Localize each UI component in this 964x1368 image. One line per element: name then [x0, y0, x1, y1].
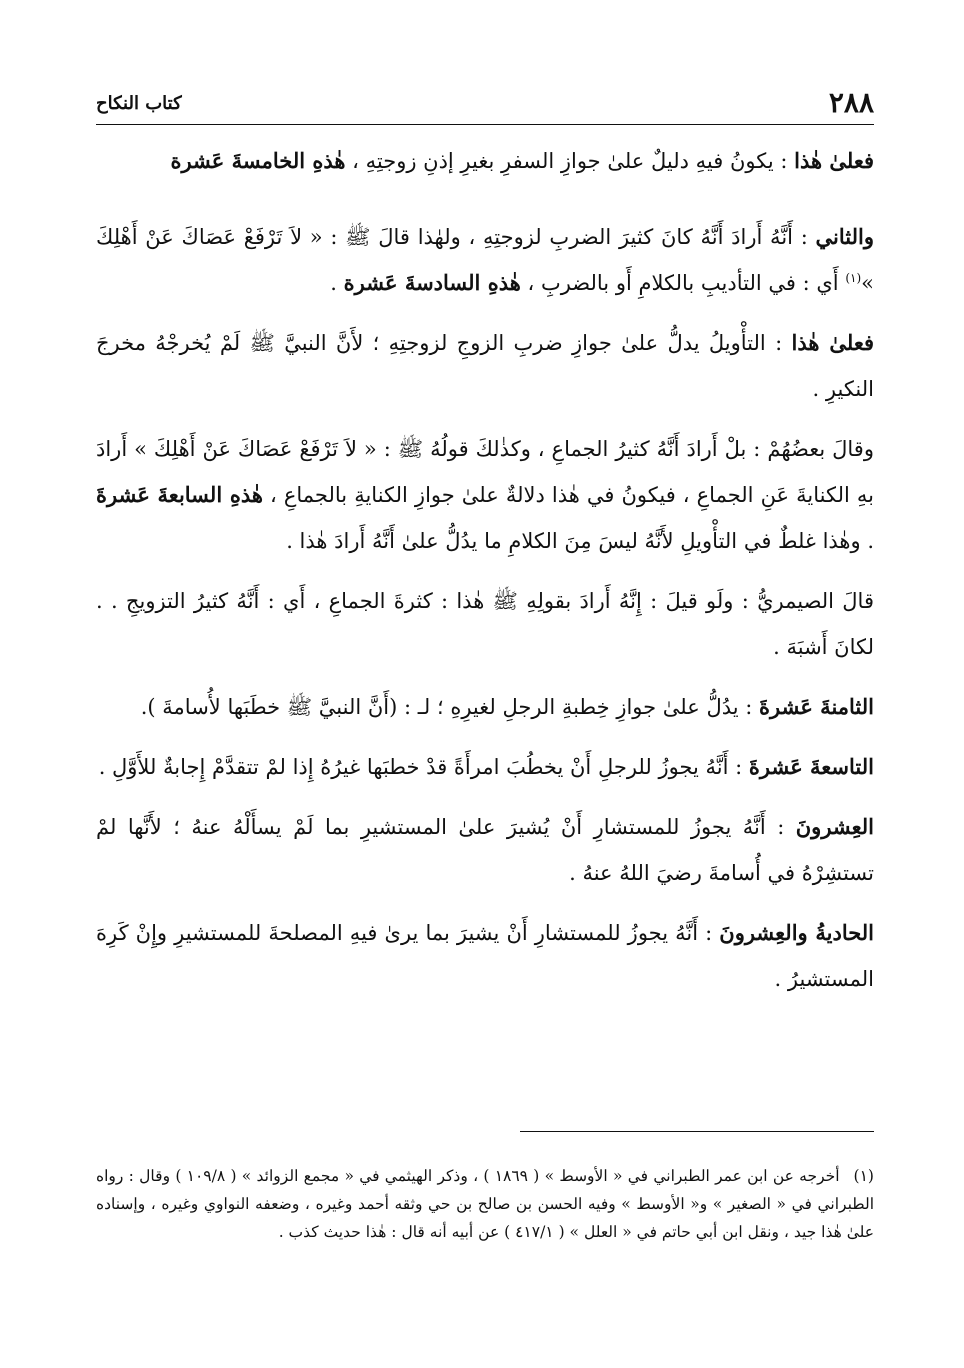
paragraph [96, 426, 874, 564]
paragraph-end: . [330, 271, 344, 295]
paragraph-lead: فعلىٰ هٰذا [794, 148, 874, 173]
paragraph-lead: الحاديةُ والعِشرونَ [719, 920, 875, 945]
paragraph [96, 744, 874, 790]
paragraph-text: : التأْويلُ يدلُّ علىٰ جوازِ ضربِ الزوجِ لزوجتِهِ ؛ لأَنَّ النبيَّ ﷺ لَمْ يُخرجْهُ مخرجَ النكيرِ . [96, 331, 874, 401]
paragraph-text: : يدُلُّ علىٰ جوازِ خِطبةِ الرجلِ لغيرِهِ ؛ لـ : (أَنَّ النبيَّ ﷺ خطَبَها لأُسامةَ ). [140, 695, 760, 719]
footnote-reference[interactable]: (١) [845, 271, 862, 285]
paragraph [96, 804, 874, 896]
paragraph-text: : أَنَّهُ يجوزُ للرجلِ أَنْ يخطُبَ امرأَةً قدْ خطبَها غيرُهُ إِذا لمْ تتقدَّمْ إِجابةٌ للأَوَّلِ . [98, 755, 749, 779]
paragraph-lead: والثاني [815, 224, 874, 249]
footnotes [96, 1162, 874, 1246]
paragraph-text: : أَنَّهُ أَرادَ أَنَّهُ كانَ كثيرَ الضربِ لزوجتِهِ ، ولهٰذا قالَ ﷺ : « لاَ تَرْفَعْ عَصَاكَ عَنْ أَهْلِكَ » [96, 225, 874, 295]
paragraph-tail: هٰذهِ الخامسةَ عَشرة [170, 148, 346, 173]
paragraph-text: : يكونُ فيهِ دليلٌ علىٰ جوازِ السفرِ بغيرِ إذنِ زوجتِهِ ، [345, 149, 795, 173]
page-number: ٢٨٨ [828, 86, 874, 119]
footnote-text: أخرجه عن ابن عمر الطبراني في « الأوسط » ( ١٨٦٩ ) ، وذكر الهيثمي في « مجمع الزوائد » ( ١٠٩/٨ ) وقال : رواه الطبراني في « الصغير » و« الأوسط » وفيه الحسن بن صالح بن حي وثقه أحمد وغيره ، وضعفه النواوي وغيره ، وإسناده علىٰ هٰذا جيد ، ونقل ابن أبي حاتم في « العلل » ( ٤١٧/١ ) عن أبيه أنه قال : هٰذا حديث كذب . [96, 1167, 874, 1241]
page-header [96, 86, 874, 125]
paragraph-tail: هٰذهِ السابعةَ عَشرةَ [96, 482, 263, 507]
footnote-marker: (١) [853, 1167, 874, 1185]
paragraph-lead: الثامنةَ عَشرةَ [759, 694, 874, 719]
paragraph-text: : أَنَّهُ يجوزُ للمستشارِ أَنْ يشيرَ بما يرىٰ فيهِ المصلحةَ للمستشيرِ وإِنْ كَرِهَ المستشيرُ . [96, 921, 874, 991]
paragraph-lead: العِشرونَ [795, 814, 874, 839]
paragraph-text: وقالَ بعضُهُمْ : بلْ أَرادَ أَنَّهُ كثيرُ الجماعِ ، وكذٰلكَ قولُهُ ﷺ : « لاَ تَرْفَعْ عَصَاكَ عَنْ أَهْلِكَ » أَرادَ بهِ الكنايةَ عَنِ الجماعِ ، فيكونُ في هٰذا دلالةٌ علىٰ جوازِ الكنايةِ بالجماعِ ، [96, 437, 874, 507]
paragraph-end: . وهٰذا غلطٌ في التأْويلِ لأَنَّهُ ليسَ مِنَ الكلامِ ما يدُلُّ علىٰ أَنَّهُ أَرادَ هٰذا . [286, 529, 874, 553]
paragraph-tail: هٰذهِ السادسةَ عَشرة [343, 270, 521, 295]
paragraph-lead: التاسعةَ عَشرةَ [748, 754, 874, 779]
paragraph-lead: فعلىٰ هٰذا [791, 330, 874, 355]
footnote-divider [520, 1131, 874, 1132]
paragraph [96, 578, 874, 670]
paragraph [96, 320, 874, 412]
paragraph [96, 910, 874, 1002]
paragraph-text: : أَنَّهُ يجوزُ للمستشارِ أَنْ يُشيرَ علىٰ المستشيرِ بما لَمْ يسأَلْهُ عنهُ ؛ لأَنَّها لمْ تستشِرْهُ في أُسامةَ رضيَ اللهُ عنهُ . [96, 815, 874, 885]
paragraph-text: قالَ الصيمريُّ : ولَو قيلَ : إِنَّهُ أَرادَ بقولِهِ ﷺ هٰذا : كثرةَ الجماعِ ، أَي : أَنَّهُ كثيرُ التزويجِ . . لكانَ أَشبَهَ . [96, 589, 874, 659]
main-text [96, 138, 874, 1016]
paragraph-text: أَي : في التأديبِ بالكلامِ أَو بالضربِ ، [520, 271, 846, 295]
running-title: كتاب النكاح [96, 93, 182, 114]
paragraph [96, 214, 874, 306]
footnote [96, 1162, 874, 1246]
paragraph [96, 684, 874, 730]
paragraph [96, 138, 874, 184]
